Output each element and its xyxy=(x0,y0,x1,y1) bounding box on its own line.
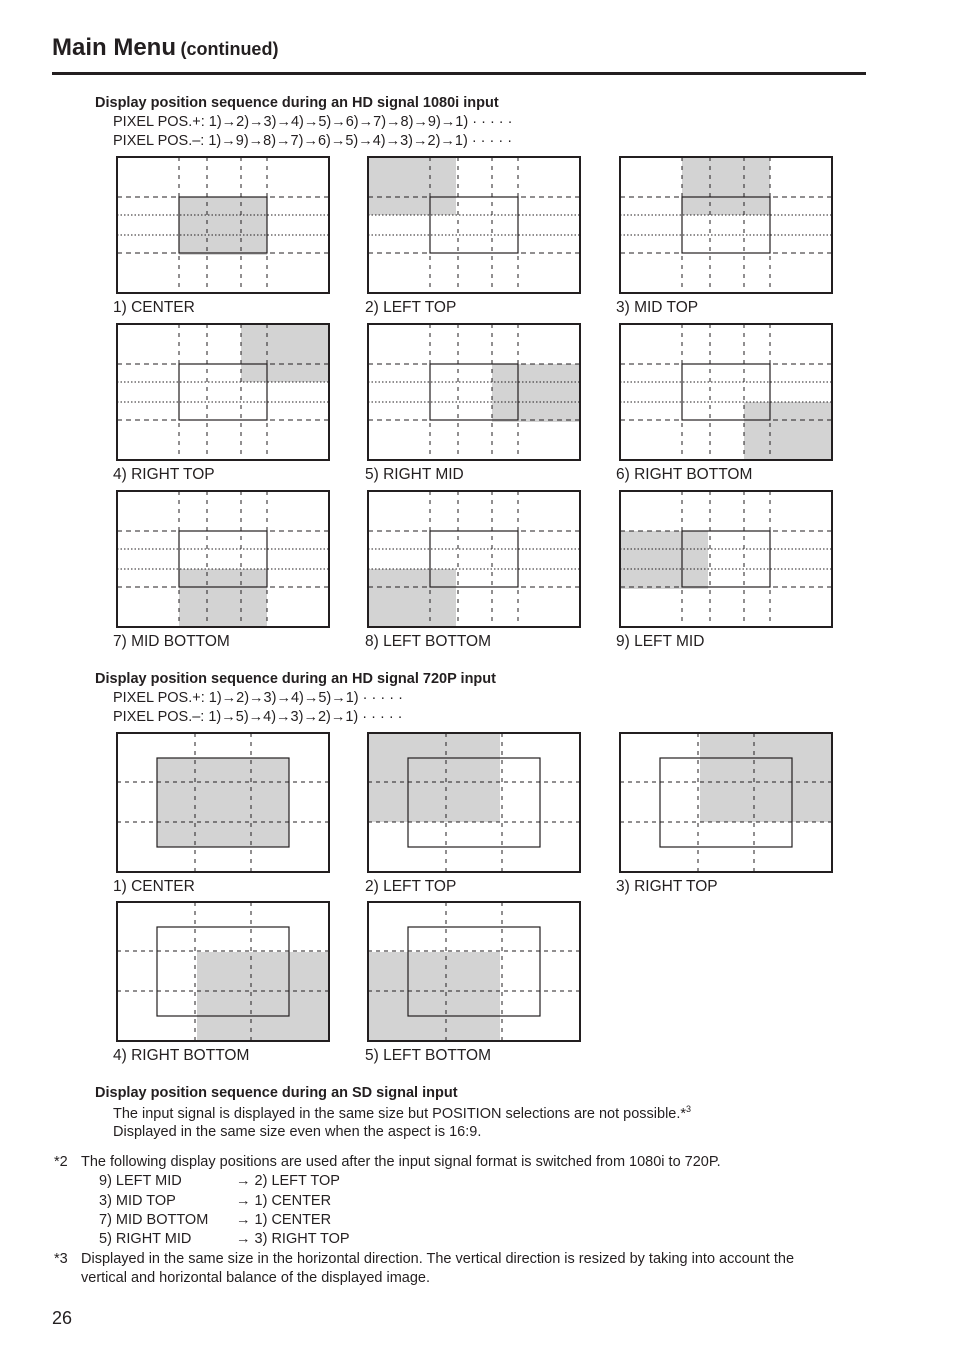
seq-plus-1080i: PIXEL POS.+: 1)→2)→3)→4)→5)→6)→7)→8)→9)→1) · · · · · xyxy=(113,114,513,130)
caption-1080i-mid-top: 3) MID TOP xyxy=(616,299,699,316)
shaded-area xyxy=(157,758,289,847)
seq-minus-720p: PIXEL POS.–: 1)→5)→4)→3)→2)→1) · · · · · xyxy=(113,709,403,725)
caption-1080i-mid-bottom: 7) MID BOTTOM xyxy=(113,633,230,650)
footnote-2-from-1: 9) LEFT MID xyxy=(99,1173,182,1189)
footnote-2-text: The following display positions are used after the input signal format is switched from 1080i to 720P. xyxy=(81,1154,721,1170)
caption-720p-right-top: 3) RIGHT TOP xyxy=(616,878,718,895)
footnote-2-from-2: 3) MID TOP xyxy=(99,1193,176,1209)
shaded-area xyxy=(368,733,500,822)
shaded-area xyxy=(197,952,329,1041)
sd-line-1-sup: 3 xyxy=(686,1104,692,1114)
caption-720p-left-top: 2) LEFT TOP xyxy=(365,878,457,895)
footnote-3-line-2: vertical and horizontal balance of the displayed image. xyxy=(81,1270,431,1286)
page-title xyxy=(52,34,278,62)
footnote-3-mark: *3 xyxy=(54,1251,68,1267)
footnote-2-from-3: 7) MID BOTTOM xyxy=(99,1212,209,1228)
title-subtitle: (continued) xyxy=(180,39,279,59)
caption-1080i-right-mid: 5) RIGHT MID xyxy=(365,466,464,483)
shaded-area xyxy=(179,569,267,627)
footnote-2-to-3: → 1) CENTER xyxy=(236,1212,332,1228)
shaded-area xyxy=(492,364,580,422)
caption-1080i-left-bottom: 8) LEFT BOTTOM xyxy=(365,633,492,650)
diagram-720p-left-top xyxy=(367,732,581,873)
diagram-1080i-right-mid xyxy=(367,323,581,461)
shaded-area xyxy=(368,569,456,627)
diagram-1080i-left-mid xyxy=(619,490,833,628)
diagram-1080i-mid-bottom xyxy=(116,490,330,628)
diagram-720p-left-bottom xyxy=(367,901,581,1042)
sd-line-1 xyxy=(113,1104,691,1122)
sd-line-1-text: The input signal is displayed in the same size but POSITION selections are not possible.* xyxy=(113,1105,687,1122)
diagram-1080i-left-top xyxy=(367,156,581,294)
diagram-720p-right-bottom xyxy=(116,901,330,1042)
heading-1080i: Display position sequence during an HD signal 1080i input xyxy=(95,95,499,111)
header-rule xyxy=(52,72,866,75)
caption-720p-left-bottom: 5) LEFT BOTTOM xyxy=(365,1047,492,1064)
diagram-1080i-right-top xyxy=(116,323,330,461)
footnote-2-to-2: → 1) CENTER xyxy=(236,1193,332,1209)
seq-plus-720p: PIXEL POS.+: 1)→2)→3)→4)→5)→1) · · · · · xyxy=(113,690,403,706)
shaded-area xyxy=(620,531,708,589)
sd-line-2: Displayed in the same size even when the aspect is 16:9. xyxy=(113,1124,482,1140)
heading-720p: Display position sequence during an HD signal 720P input xyxy=(95,671,496,687)
footnote-2-from-4: 5) RIGHT MID xyxy=(99,1231,192,1247)
shaded-area xyxy=(368,952,500,1041)
footnote-2-to-4: → 3) RIGHT TOP xyxy=(236,1231,350,1247)
diagram-1080i-left-bottom xyxy=(367,490,581,628)
footnote-2-mark: *2 xyxy=(54,1154,68,1170)
caption-1080i-left-mid: 9) LEFT MID xyxy=(616,633,705,650)
heading-sd: Display position sequence during an SD signal input xyxy=(95,1085,458,1101)
title-main: Main Menu xyxy=(52,34,176,61)
shaded-area xyxy=(179,197,267,255)
diagram-1080i-right-bottom xyxy=(619,323,833,461)
caption-1080i-right-bottom: 6) RIGHT BOTTOM xyxy=(616,466,753,483)
caption-1080i-center: 1) CENTER xyxy=(113,299,195,316)
page-number: 26 xyxy=(52,1308,73,1328)
caption-720p-right-bottom: 4) RIGHT BOTTOM xyxy=(113,1047,250,1064)
diagram-1080i-mid-top xyxy=(619,156,833,294)
caption-1080i-left-top: 2) LEFT TOP xyxy=(365,299,457,316)
diagram-720p-center xyxy=(116,732,330,873)
footnote-2-to-1: → 2) LEFT TOP xyxy=(236,1173,340,1189)
seq-minus-1080i: PIXEL POS.–: 1)→9)→8)→7)→6)→5)→4)→3)→2)→1) · · · · · xyxy=(113,133,513,149)
shaded-area xyxy=(368,157,456,215)
footnote-3-line-1: Displayed in the same size in the horizontal direction. The vertical direction is resized by taking into account the xyxy=(81,1251,795,1267)
diagram-1080i-center xyxy=(116,156,330,294)
shaded-area xyxy=(241,324,329,382)
shaded-area xyxy=(682,157,770,215)
diagram-720p-right-top xyxy=(619,732,833,873)
shaded-area xyxy=(744,402,832,460)
caption-720p-center: 1) CENTER xyxy=(113,878,195,895)
caption-1080i-right-top: 4) RIGHT TOP xyxy=(113,466,215,483)
shaded-area xyxy=(700,733,832,822)
